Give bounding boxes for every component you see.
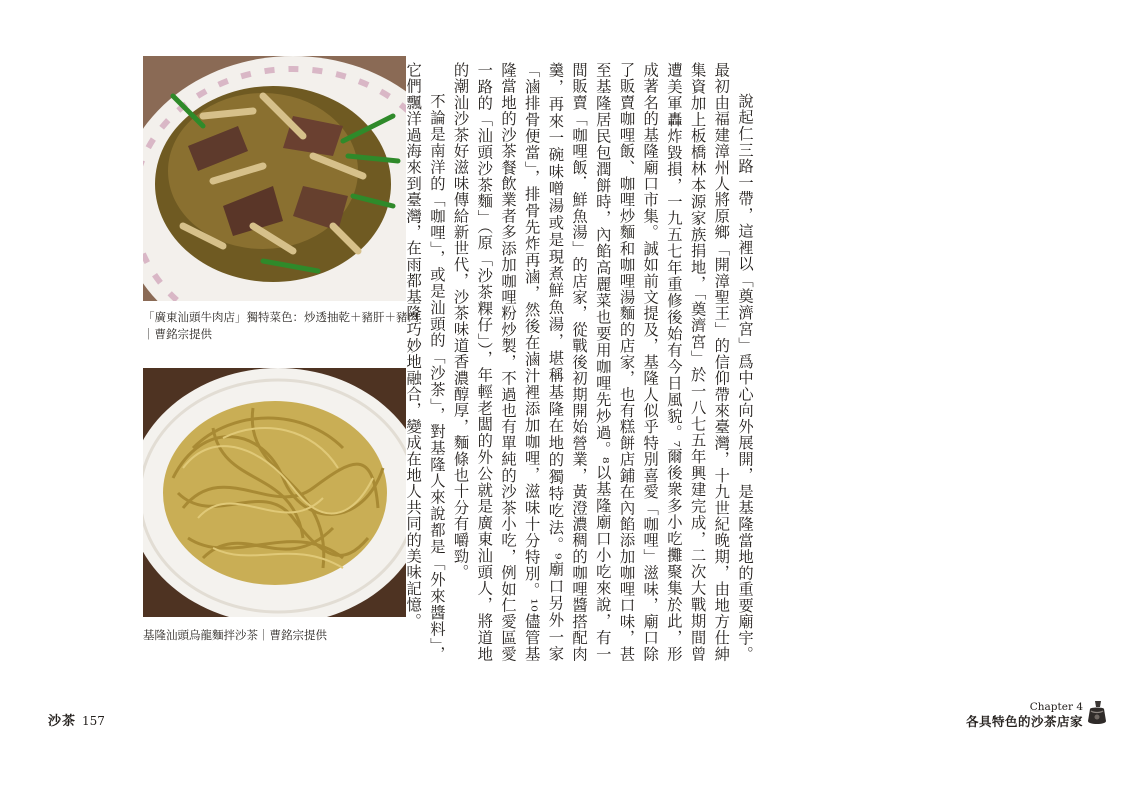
section-title: 各具特色的沙茶店家 bbox=[965, 714, 1083, 729]
body-paragraph: 不論是南洋的「咖哩」，或是汕頭的「沙茶」，對基隆人來說都是「外來醬料」，它們飄洋過海來到臺灣，在雨都基隆巧妙地融合，變成在地人共同的美味記憶。 bbox=[404, 62, 446, 662]
page-number: 157 bbox=[82, 714, 105, 728]
photo-stir-fry-dish bbox=[143, 56, 406, 301]
photo2-caption: 基隆汕頭烏龍麵拌沙茶｜曹銘宗提供 bbox=[143, 628, 327, 642]
photo1-caption: 「廣東汕頭牛肉店」獨特菜色：炒透抽乾＋豬肝＋豬肉｜曹銘宗提供 bbox=[143, 310, 419, 341]
chapter-label: Chapter 4 bbox=[1029, 701, 1083, 713]
footer-book-title-page bbox=[48, 710, 105, 729]
body-paragraph: 說起仁三路一帶，這裡以「奠濟宮」爲中心向外展開，是基隆當地的重要廟宇。最初由福建漳州人將原鄉「開漳聖王」的信仰帶來臺灣，十九世紀晚期，由地方仕紳集資加上板橋林本源家族捐地，「奠濟宮」於一八七五年興建完成，二次大戰期間曾遭美軍轟炸毀損，一九五七年重修後始有今日風貌。⁷爾後衆多小吃攤聚集於此，形成著名的基隆廟口市集。誠如前文提及，基隆人似乎特別喜愛「咖哩」滋味，廟口除了販賣咖哩飯、咖哩炒麵和咖哩湯麵的店家，也有糕餅店鋪在內餡添加咖哩口味，甚至基隆居民包潤餅時，內餡高麗菜也要用咖哩先炒過。⁸以基隆廟口小吃來說，有一間販賣「咖哩飯．鮮魚湯」的店家，從戰後初期開始營業，黃澄濃稠的咖哩醬搭配肉羹，再來一碗味噌湯或是現煮鮮魚湯，堪稱基隆在地的獨特吃法。⁹廟口另外一家「滷排骨便當」，排骨先炸再滷，然後在滷汁裡添加咖哩，滋味十分特別。¹⁰儘管基隆當地的沙茶餐飲業者多添加咖哩粉炒製，不過也有單純的沙茶小吃，例如仁愛區愛一路的「汕頭沙茶麵」（原「沙茶粿仔」），年輕老闆的外公就是廣東汕頭人，將道地的潮汕沙茶好滋味傳給新世代，沙茶味道香濃醇厚，麵條也十分有嚼勁。 bbox=[451, 62, 754, 662]
body-text bbox=[400, 62, 756, 662]
footer-chapter bbox=[966, 700, 1083, 730]
book-title: 沙茶 bbox=[48, 714, 77, 729]
sacha-pot-icon bbox=[1085, 699, 1109, 727]
photo-sacha-noodles bbox=[143, 368, 406, 617]
